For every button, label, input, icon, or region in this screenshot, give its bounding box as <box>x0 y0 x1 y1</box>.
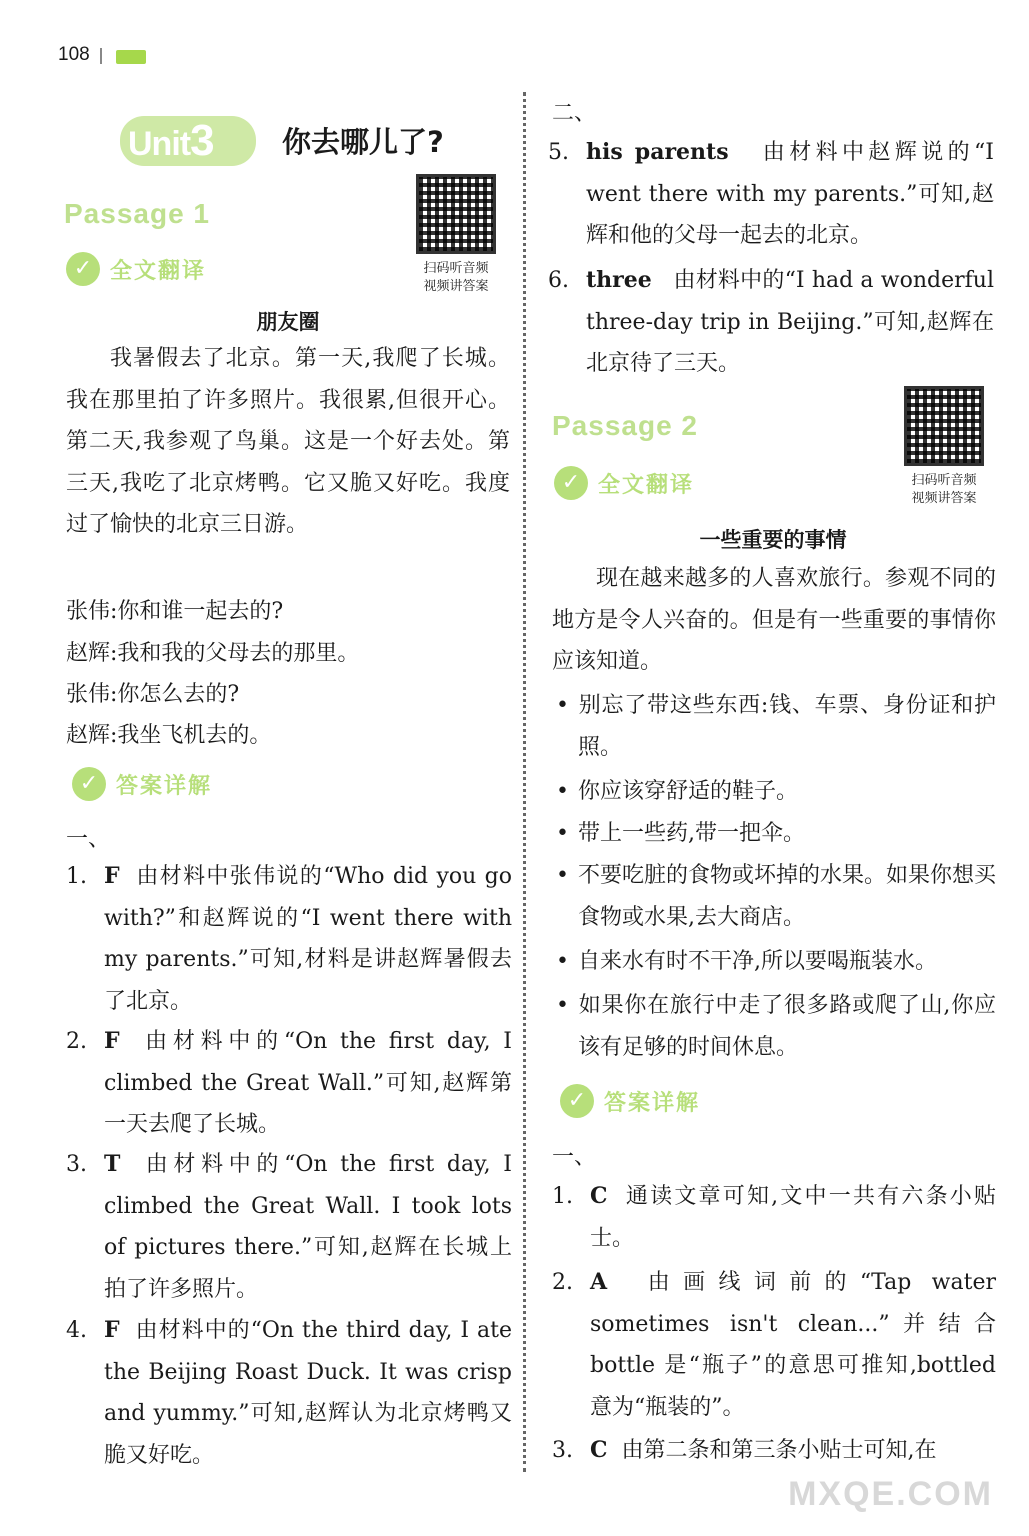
item-answer: T <box>104 1151 121 1177</box>
qr-code-2 <box>904 386 984 466</box>
tip-text: 带上一些药,带一把伞。 <box>578 821 805 846</box>
item-answer: F <box>104 1028 120 1054</box>
answer-item <box>66 1310 512 1476</box>
tip-text: 自来水有时不干净,所以要喝瓶装水。 <box>578 949 937 974</box>
part-two-marker: 二、 <box>552 101 597 126</box>
tip-text: 你应该穿舒适的鞋子。 <box>578 779 799 804</box>
translation-section-1 <box>66 252 206 286</box>
item-explanation: 由材料中的“On the first day, I climbed the Great Wall. I took lots of pictures there.”可知,赵辉在长城上拍了许多照片。 <box>104 1152 512 1302</box>
passage-1-body: 我暑假去了北京。第一天,我爬了长城。我在那里拍了许多照片。我很累,但很开心。第二天,我参观了鸟巢。这是一个好去处。第三天,我吃了北京烤鸭。它又脆又好吃。我度过了愉快的北京三日游。 <box>66 346 510 538</box>
check-icon: ✓ <box>66 252 100 286</box>
item-number: 1. <box>66 864 87 889</box>
qr-caption-1-line-2: 视频讲答案 <box>423 279 489 294</box>
qr-caption-2-line-1: 扫码听音频 <box>911 473 977 488</box>
qr-caption-1-line-1: 扫码听音频 <box>423 261 489 276</box>
answer-item <box>548 132 994 257</box>
answer-section-2 <box>560 1084 700 1118</box>
answer-label-1: 答案详解 <box>116 773 213 799</box>
bullet-icon: • <box>556 993 569 1018</box>
dialog-line-2: 赵辉:我和我的父母去的那里。 <box>66 641 360 666</box>
passage-1-heading: 朋友圈 <box>256 310 320 334</box>
answer-item <box>552 1262 996 1428</box>
item-explanation: 由材料中赵辉说的“I went there with my parents.”可知,赵辉和他的父母一起去的北京。 <box>586 140 994 249</box>
header-color-tab <box>116 50 146 64</box>
item-number: 2. <box>552 1270 573 1295</box>
answer-label-2: 答案详解 <box>604 1090 701 1116</box>
unit-number: 3 <box>190 116 214 165</box>
check-icon: ✓ <box>72 767 106 801</box>
answer-item <box>552 1176 996 1259</box>
passage-2-body: 现在越来越多的人喜欢旅行。参观不同的地方是令人兴奋的。但是有一些重要的事情你应该知道。 <box>552 566 996 675</box>
item-explanation: 由材料中的“On the first day, I climbed the Great Wall.”可知,赵辉第一天去爬了长城。 <box>104 1029 512 1138</box>
dialog-line-3: 张伟:你怎么去的? <box>66 682 240 707</box>
tip-item <box>552 771 996 813</box>
item-explanation: 通读文章可知,文中一共有六条小贴士。 <box>590 1184 996 1251</box>
unit-badge <box>120 116 256 166</box>
translation-label-2: 全文翻译 <box>598 472 695 498</box>
item-answer: A <box>590 1269 608 1295</box>
qr-code-1 <box>416 174 496 254</box>
tip-item <box>552 813 996 855</box>
dialog-line-1: 张伟:你和谁一起去的? <box>66 599 284 624</box>
qr-caption-2 <box>892 472 996 508</box>
answer-item <box>66 1144 512 1310</box>
item-answer: C <box>590 1183 608 1209</box>
item-number: 6. <box>548 268 569 293</box>
item-explanation: 由材料中的“I had a wonderful three-day trip in Beijing.”可知,赵辉在北京待了三天。 <box>586 268 994 377</box>
item-number: 5. <box>548 140 569 165</box>
item-explanation: 由材料中的“On the third day, I ate the Beijing Roast Duck. It was crisp and yummy.”可知,赵辉认为北京烤鸭又脆又好吃。 <box>104 1318 512 1468</box>
bullet-icon: • <box>556 821 569 846</box>
passage-2-title: Passage 2 <box>552 410 698 441</box>
part-one-marker-2: 一、 <box>552 1145 597 1170</box>
item-explanation: 由第二条和第三条小贴士可知,在 <box>621 1438 937 1463</box>
qr-caption-1 <box>404 260 508 296</box>
tip-item <box>552 985 996 1068</box>
item-answer: F <box>104 1317 120 1343</box>
qr-caption-2-line-2: 视频讲答案 <box>911 491 977 506</box>
item-number: 4. <box>66 1318 87 1343</box>
tip-text: 不要吃脏的食物或坏掉的水果。如果你想买食物或水果,去大商店。 <box>578 863 997 930</box>
watermark: MXQE.COM <box>788 1475 993 1513</box>
translation-section-2 <box>554 466 694 500</box>
answer-item <box>552 1430 996 1472</box>
bullet-icon: • <box>556 779 569 804</box>
part-one-marker: 一、 <box>66 827 111 852</box>
column-divider <box>523 92 526 1472</box>
tip-item <box>552 685 996 768</box>
passage-2-heading: 一些重要的事情 <box>699 528 847 552</box>
translation-label-1: 全文翻译 <box>110 258 207 284</box>
answer-item <box>66 1021 512 1146</box>
item-answer: C <box>590 1437 608 1463</box>
item-answer: F <box>104 863 120 889</box>
unit-word: Unit <box>128 125 191 163</box>
bullet-icon: • <box>556 949 569 974</box>
item-number: 1. <box>552 1184 573 1209</box>
item-explanation: 由材料中张伟说的“Who did you go with?”和赵辉说的“I went there with my parents.”可知,材料是讲赵辉暑假去了北京。 <box>104 864 512 1014</box>
tip-item <box>552 855 996 938</box>
item-answer: three <box>586 267 652 293</box>
tip-text: 如果你在旅行中走了很多路或爬了山,你应该有足够的时间休息。 <box>578 993 996 1060</box>
answer-section-1 <box>72 767 212 801</box>
item-explanation: 由画线词前的“Tap water sometimes isn't clean...”并结合 bottle 是“瓶子”的意思可推知,bottled 意为“瓶装的”。 <box>590 1270 996 1420</box>
tip-item <box>552 941 996 983</box>
page-number: 108 <box>58 44 90 65</box>
bullet-icon: • <box>556 863 569 888</box>
tip-text: 别忘了带这些东西:钱、车票、身份证和护照。 <box>578 693 996 760</box>
item-number: 3. <box>552 1438 573 1463</box>
unit-title: 你去哪儿了? <box>282 125 444 159</box>
passage-1-title: Passage 1 <box>64 198 210 229</box>
check-icon: ✓ <box>554 466 588 500</box>
dialog-line-4: 赵辉:我坐飞机去的。 <box>66 723 272 748</box>
answer-item <box>66 856 512 1022</box>
header-separator <box>100 48 102 64</box>
check-icon: ✓ <box>560 1084 594 1118</box>
bullet-icon: • <box>556 693 569 718</box>
item-number: 3. <box>66 1152 87 1177</box>
item-number: 2. <box>66 1029 87 1054</box>
answer-item <box>548 260 994 385</box>
item-answer: his parents <box>586 139 729 165</box>
